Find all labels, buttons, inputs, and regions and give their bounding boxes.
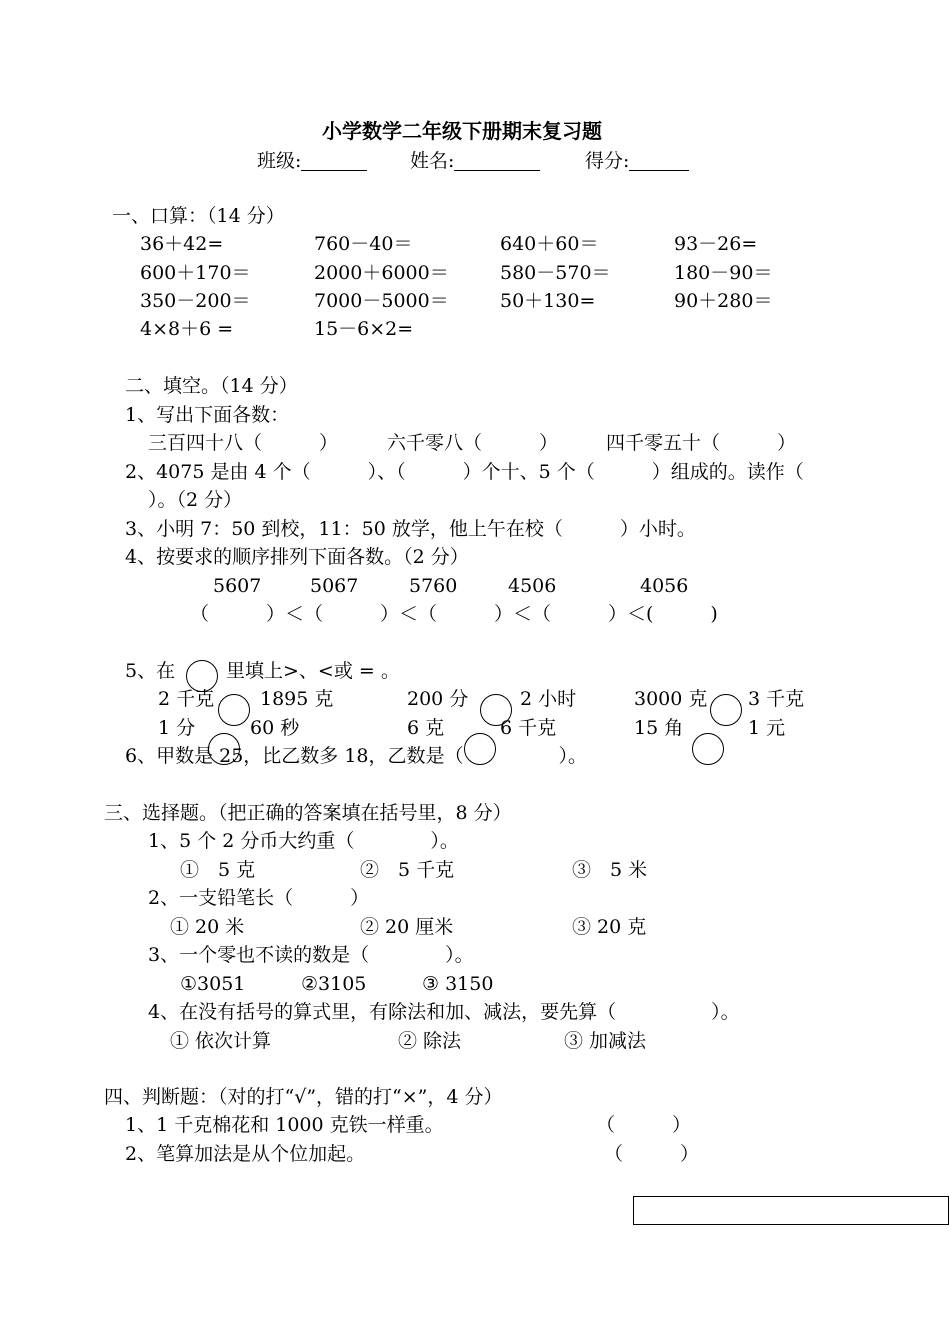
calc-item: 350－200＝ bbox=[140, 290, 251, 312]
fill-q4: 4、按要求的顺序排列下面各数。（2 分） bbox=[125, 546, 469, 568]
calc-item: 580－570＝ bbox=[500, 262, 611, 284]
judge-q1: 1、1 千克棉花和 1000 克铁一样重。 bbox=[125, 1114, 444, 1136]
compare-right: 3 千克 bbox=[748, 688, 805, 710]
choice-option[interactable]: ③ 20 克 bbox=[572, 916, 647, 938]
compare-left: 3000 克 bbox=[634, 688, 708, 710]
judge-q1-answer[interactable]: （ ） bbox=[596, 1114, 692, 1136]
compare-left: 200 分 bbox=[407, 688, 469, 710]
fill-q1-item: 四千零五十（ ） bbox=[606, 432, 797, 454]
compare-right: 1895 克 bbox=[260, 688, 334, 710]
order-number: 5607 bbox=[213, 575, 262, 597]
choice-option[interactable]: ① 5 克 bbox=[180, 859, 256, 881]
judge-q2: 2、笔算加法是从个位加起。 bbox=[125, 1143, 366, 1165]
calc-item: 15－6×2= bbox=[314, 318, 414, 340]
compare-left: 15 角 bbox=[634, 717, 684, 739]
fill-q1-item: 六千零八（ ） bbox=[387, 432, 559, 454]
section-4-heading: 四、判断题：（对的打“√”，错的打“×”，4 分） bbox=[104, 1086, 503, 1108]
choice-option[interactable]: ③ 5 米 bbox=[572, 859, 648, 881]
name-blank[interactable] bbox=[454, 151, 540, 171]
fill-q6: 6、甲数是 25，比乙数多 18，乙数是（ ）。 bbox=[125, 745, 588, 767]
judge-q2-answer[interactable]: （ ） bbox=[604, 1143, 700, 1165]
section-3-heading: 三、选择题。（把正确的答案填在括号里，8 分） bbox=[104, 802, 512, 824]
compare-circle[interactable] bbox=[692, 733, 724, 765]
name-label-text: 姓名: bbox=[410, 150, 455, 172]
fill-q1: 1、写出下面各数： bbox=[125, 404, 290, 426]
score-blank[interactable] bbox=[629, 151, 689, 171]
fill-q2-line1: 2、4075 是由 4 个（ ）、（ ）个十、5 个（ ）组成的。读作（ bbox=[125, 461, 804, 483]
choice-option[interactable]: ② 20 厘米 bbox=[360, 916, 454, 938]
page-title: 小学数学二年级下册期末复习题 bbox=[322, 119, 602, 143]
compare-left: 1 分 bbox=[158, 717, 196, 739]
name-label bbox=[410, 151, 540, 171]
choice-option[interactable]: ② 5 千克 bbox=[360, 859, 455, 881]
calc-item: 180－90＝ bbox=[674, 262, 773, 284]
class-label-text: 班级: bbox=[257, 150, 302, 172]
order-number: 4056 bbox=[640, 575, 689, 597]
calc-item: 90＋280＝ bbox=[674, 290, 773, 312]
choice-q3: 3、一个零也不读的数是（ ）。 bbox=[148, 944, 474, 966]
order-blanks: （ ）＜（ ）＜（ ）＜（ ）＜( ) bbox=[190, 603, 718, 625]
order-number: 5760 bbox=[409, 575, 458, 597]
choice-option[interactable]: ① 20 米 bbox=[170, 916, 245, 938]
compare-left: 2 千克 bbox=[158, 688, 215, 710]
fill-q1-item: 三百四十八（ ） bbox=[148, 432, 339, 454]
choice-q1: 1、5 个 2 分币大约重（ ）。 bbox=[148, 830, 459, 852]
choice-option[interactable]: ③ 3150 bbox=[422, 973, 494, 995]
calc-item: 640＋60＝ bbox=[500, 233, 599, 255]
choice-q4: 4、在没有括号的算式里，有除法和加、减法，要先算（ ）。 bbox=[148, 1001, 740, 1023]
choice-option[interactable]: ② 除法 bbox=[398, 1030, 462, 1052]
fill-q3: 3、小明 7：50 到校，11：50 放学，他上午在校（ ）小时。 bbox=[125, 518, 696, 540]
calc-item: 2000＋6000＝ bbox=[314, 262, 449, 284]
calc-item: 36＋42= bbox=[140, 233, 224, 255]
choice-option[interactable]: ① 依次计算 bbox=[170, 1030, 272, 1052]
fill-q5-suffix: 里填上>、<或 = 。 bbox=[226, 660, 400, 682]
calc-item: 760－40＝ bbox=[314, 233, 413, 255]
compare-left: 6 克 bbox=[407, 717, 445, 739]
class-label bbox=[257, 151, 367, 171]
choice-option[interactable]: ③ 加减法 bbox=[564, 1030, 647, 1052]
choice-q2: 2、一支铅笔长（ ） bbox=[148, 887, 370, 909]
compare-right: 60 秒 bbox=[250, 717, 300, 739]
choice-option[interactable]: ②3105 bbox=[301, 973, 367, 995]
compare-circle[interactable] bbox=[218, 694, 250, 726]
choice-option[interactable]: ①3051 bbox=[180, 973, 246, 995]
score-label-text: 得分: bbox=[585, 150, 630, 172]
compare-circle[interactable] bbox=[710, 694, 742, 726]
calc-item: 7000－5000＝ bbox=[314, 290, 449, 312]
calc-item: 600＋170＝ bbox=[140, 262, 251, 284]
order-number: 4506 bbox=[508, 575, 557, 597]
class-blank[interactable] bbox=[301, 151, 367, 171]
order-number: 5067 bbox=[310, 575, 359, 597]
compare-right: 6 千克 bbox=[500, 717, 557, 739]
section-1-heading: 一、口算：（14 分） bbox=[112, 205, 285, 227]
compare-right: 1 元 bbox=[748, 717, 786, 739]
fill-q2-line2: ）。（2 分） bbox=[148, 489, 243, 511]
compare-right: 2 小时 bbox=[520, 688, 577, 710]
fill-q5-prefix: 5、在 bbox=[125, 660, 176, 682]
footer-box bbox=[633, 1196, 949, 1225]
calc-item: 93－26= bbox=[674, 233, 758, 255]
score-label bbox=[585, 151, 689, 171]
calc-item: 4×8＋6 = bbox=[140, 318, 234, 340]
calc-item: 50＋130= bbox=[500, 290, 596, 312]
section-2-heading: 二、填空。（14 分） bbox=[125, 375, 298, 397]
